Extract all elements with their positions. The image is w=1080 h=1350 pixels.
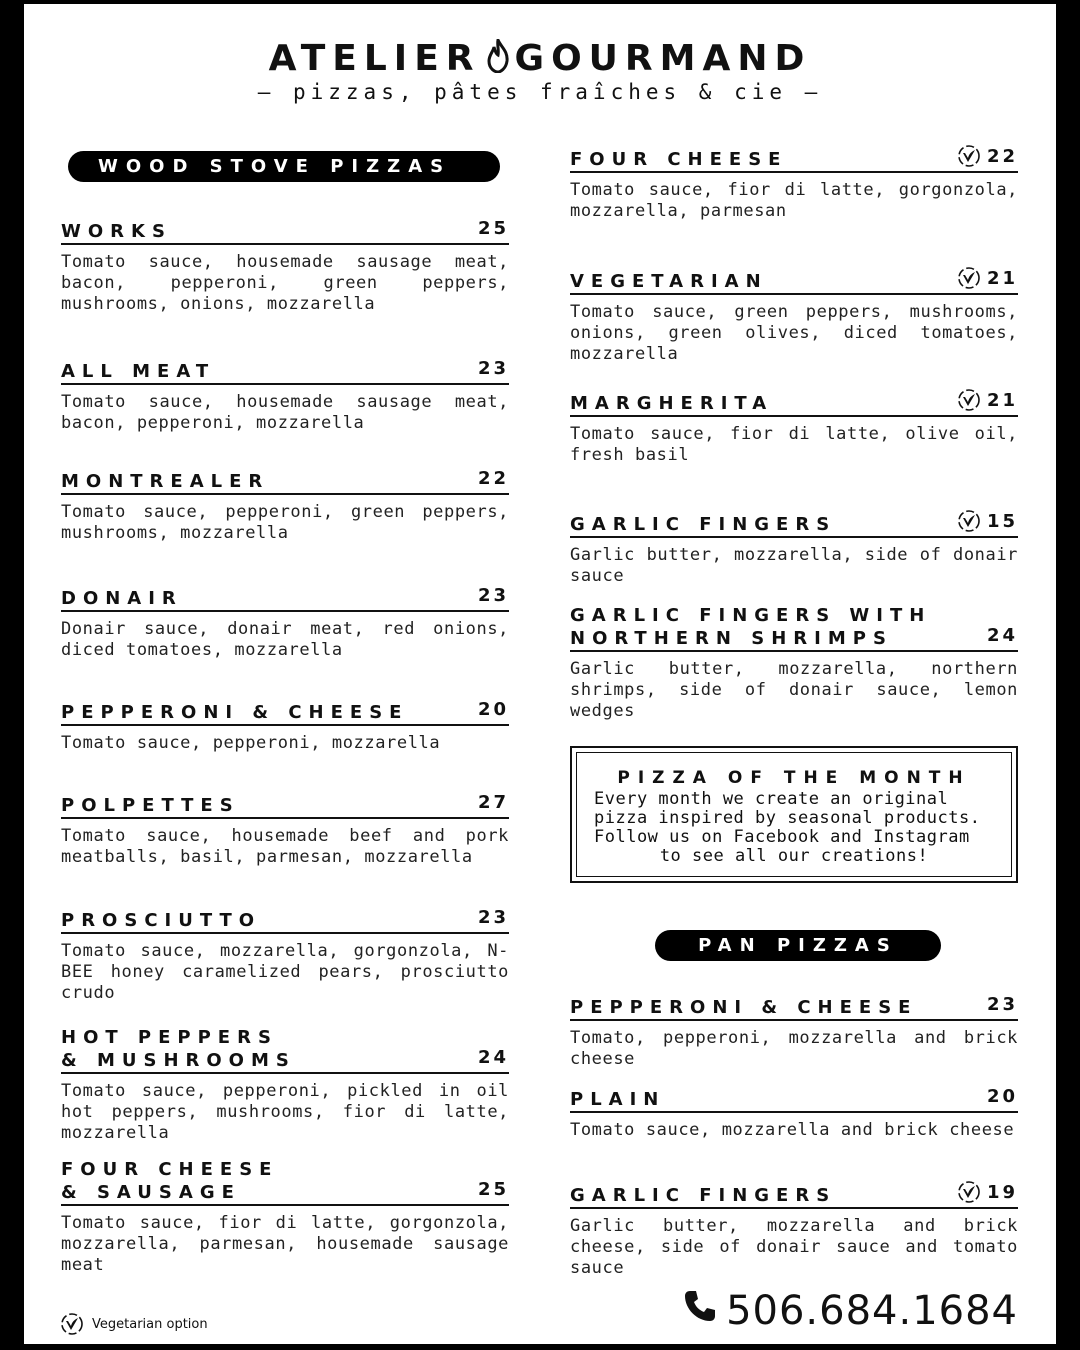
menu-item-name: MONTREALER xyxy=(61,471,270,492)
vegetarian-leaf-icon xyxy=(957,266,981,290)
menu-item-header xyxy=(61,587,509,612)
menu-item-description: Garlic butter, mozzarella, side of donair sauce xyxy=(570,545,1018,586)
menu-item-name: POLPETTES xyxy=(61,795,240,816)
menu-item-price: 23 xyxy=(986,994,1018,1015)
brand-right: GOURMAND xyxy=(514,38,812,79)
menu-item-price-group xyxy=(478,698,509,721)
menu-item-description: Tomato sauce, fior di latte, olive oil, fresh basil xyxy=(570,424,1018,465)
section-title: WOOD STOVE PIZZAS xyxy=(98,156,452,177)
menu-item-header xyxy=(570,389,1018,417)
menu-item-name: PLAIN xyxy=(570,1089,666,1110)
menu-item-name: GARLIC FINGERS xyxy=(570,1185,837,1206)
menu-item-price: 27 xyxy=(477,792,509,813)
menu-item xyxy=(570,1088,1018,1141)
menu-item-price-group xyxy=(957,266,1018,290)
phone-icon xyxy=(682,1288,718,1334)
menu-item-header xyxy=(61,470,509,495)
menu-item-header xyxy=(570,145,1018,173)
menu-item-header xyxy=(61,794,509,819)
menu-item-name: WORKS xyxy=(61,221,172,242)
menu-item-price-group xyxy=(987,993,1018,1016)
menu-item-name: GARLIC FINGERS xyxy=(570,514,837,535)
menu-item xyxy=(61,587,509,661)
menu-item-header xyxy=(570,604,1018,652)
menu-item-description: Donair sauce, donair meat, red onions, diced tomatoes, mozzarella xyxy=(61,619,509,660)
menu-item-price: 25 xyxy=(477,1179,509,1200)
menu-item-description: Garlic butter, mozzarella and brick cheese, side of donair sauce and tomato sauce xyxy=(570,1216,1018,1278)
menu-item-price: 24 xyxy=(477,1047,509,1068)
menu-item-price-group xyxy=(478,791,509,814)
pom-line: Every month we create an original xyxy=(594,789,949,809)
menu-item-header xyxy=(570,996,1018,1021)
brand-title xyxy=(0,38,1080,82)
menu-item-price-group xyxy=(957,144,1018,168)
menu-item-header xyxy=(570,510,1018,538)
pom-line: to see all our creations! xyxy=(659,846,929,866)
menu-item-header xyxy=(570,267,1018,295)
vegetarian-leaf-icon xyxy=(957,1180,981,1204)
menu-item-price-group xyxy=(478,467,509,490)
menu-item-price-group xyxy=(987,1085,1018,1108)
menu-item xyxy=(570,510,1018,587)
section-pan-pizzas xyxy=(655,930,941,961)
menu-item-name: FOUR CHEESE xyxy=(570,149,788,170)
menu-item-header xyxy=(570,1088,1018,1113)
phone-label: 506.684.1684 xyxy=(726,1288,1018,1334)
legend-label: Vegetarian option xyxy=(92,1316,208,1332)
tagline: — pizzas, pâtes fraîches & cie — xyxy=(257,80,823,104)
pizza-of-the-month-box xyxy=(570,746,1018,883)
menu-item-name: FOUR CHEESE & SAUSAGE xyxy=(61,1159,279,1203)
menu-item-description: Tomato sauce, pepperoni, pickled in oil hot peppers, mushrooms, fior di latte, mozzarella xyxy=(61,1081,509,1143)
menu-item xyxy=(61,470,509,544)
menu-item-price-group xyxy=(478,1178,509,1201)
menu-item-description: Tomato sauce, green peppers, mushrooms, onions, green olives, diced tomatoes, mozzarella xyxy=(570,302,1018,364)
menu-item-description: Tomato sauce, housemade beef and pork meatballs, basil, parmesan, mozzarella xyxy=(61,826,509,867)
vegetarian-leaf-icon xyxy=(60,1312,84,1336)
menu-item-price-group xyxy=(478,217,509,240)
section-wood-stove-pizzas xyxy=(68,151,500,182)
menu-item xyxy=(570,1181,1018,1279)
menu-item xyxy=(570,996,1018,1070)
menu-item-price: 24 xyxy=(986,625,1018,646)
menu-item-price-group xyxy=(478,1046,509,1069)
menu-item-price: 25 xyxy=(477,218,509,239)
menu-item-price-group xyxy=(957,1180,1018,1204)
menu-item-description: Tomato sauce, housemade sausage meat, bacon, pepperoni, mozzarella xyxy=(61,392,509,433)
menu-item-price-group xyxy=(957,388,1018,412)
menu-item-name: PROSCIUTTO xyxy=(61,910,262,931)
menu-item-price-group xyxy=(957,509,1018,533)
menu-item-header xyxy=(61,360,509,385)
phone-number[interactable] xyxy=(682,1288,1018,1334)
menu-item xyxy=(61,360,509,434)
menu-item-price: 22 xyxy=(986,145,1018,167)
menu-item-description: Tomato sauce, pepperoni, green peppers, mushrooms, mozzarella xyxy=(61,502,509,543)
menu-item-price: 21 xyxy=(986,267,1018,289)
menu-item xyxy=(570,604,1018,722)
menu-item-name: MARGHERITA xyxy=(570,393,774,414)
menu-item-header xyxy=(61,701,509,726)
menu-item-description: Tomato sauce, pepperoni, mozzarella xyxy=(61,733,441,753)
menu-item xyxy=(61,220,509,315)
menu-item-price: 15 xyxy=(986,510,1018,532)
menu-item-description: Tomato sauce, mozzarella, gorgonzola, N-BEE honey caramelized pears, prosciutto crudo xyxy=(61,941,509,1003)
pom-line: Follow us on Facebook and Instagram xyxy=(594,827,970,847)
menu-item xyxy=(570,389,1018,466)
vegetarian-legend xyxy=(60,1312,208,1336)
menu-item-price: 19 xyxy=(986,1181,1018,1203)
vegetarian-leaf-icon xyxy=(957,509,981,533)
menu-item-name: HOT PEPPERS & MUSHROOMS xyxy=(61,1027,296,1071)
menu-item-price-group xyxy=(987,624,1018,647)
menu-item-price: 23 xyxy=(477,585,509,606)
menu-item-price-group xyxy=(478,906,509,929)
brand-left: ATELIER xyxy=(268,38,481,79)
menu-item-header xyxy=(61,1158,509,1206)
menu-item-header xyxy=(570,1181,1018,1209)
vegetarian-leaf-icon xyxy=(957,388,981,412)
menu-item-price: 23 xyxy=(477,907,509,928)
menu-item-description: Garlic butter, mozzarella, northern shrimps, side of donair sauce, lemon wedges xyxy=(570,659,1018,721)
menu-item xyxy=(61,1158,509,1276)
menu-item-header xyxy=(61,220,509,245)
menu-item xyxy=(61,909,509,1004)
menu-item-price: 23 xyxy=(477,358,509,379)
flame-icon xyxy=(487,39,509,82)
menu-item-price: 22 xyxy=(477,468,509,489)
menu-item-description: Tomato sauce, fior di latte, gorgonzola, mozzarella, parmesan, housemade sausage meat xyxy=(61,1213,509,1275)
menu-item-price: 20 xyxy=(477,699,509,720)
menu-item-name: PEPPERONI & CHEESE xyxy=(570,997,918,1018)
menu-item-header xyxy=(61,909,509,934)
menu-item xyxy=(61,1026,509,1144)
menu-item-name: PEPPERONI & CHEESE xyxy=(61,702,409,723)
menu-item-price-group xyxy=(478,584,509,607)
vegetarian-leaf-icon xyxy=(957,144,981,168)
menu-item-description: Tomato, pepperoni, mozzarella and brick cheese xyxy=(570,1028,1018,1069)
menu-item xyxy=(61,701,509,754)
menu-item xyxy=(61,794,509,868)
pizza-of-the-month-text xyxy=(594,790,994,866)
menu-item-name: ALL MEAT xyxy=(61,361,216,382)
menu-item xyxy=(570,145,1018,222)
menu-item-description: Tomato sauce, housemade sausage meat, bacon, pepperoni, green peppers, mushrooms, onions, mozzarella xyxy=(61,252,509,314)
pom-line: pizza inspired by seasonal products. xyxy=(594,808,981,828)
menu-item-description: Tomato sauce, mozzarella and brick cheese xyxy=(570,1120,1015,1140)
menu-item xyxy=(570,267,1018,365)
menu-item-name: GARLIC FINGERS WITH NORTHERN SHRIMPS xyxy=(570,605,932,649)
menu-item-description: Tomato sauce, fior di latte, gorgonzola, mozzarella, parmesan xyxy=(570,180,1018,221)
section-title: PAN PIZZAS xyxy=(698,935,898,956)
menu-item-header xyxy=(61,1026,509,1074)
menu-item-price: 20 xyxy=(986,1086,1018,1107)
menu-item-price: 21 xyxy=(986,389,1018,411)
menu-item-name: DONAIR xyxy=(61,588,183,609)
menu-item-name: VEGETARIAN xyxy=(570,271,768,292)
menu-item-price-group xyxy=(478,357,509,380)
pizza-of-the-month-title: PIZZA OF THE MONTH xyxy=(617,768,971,788)
